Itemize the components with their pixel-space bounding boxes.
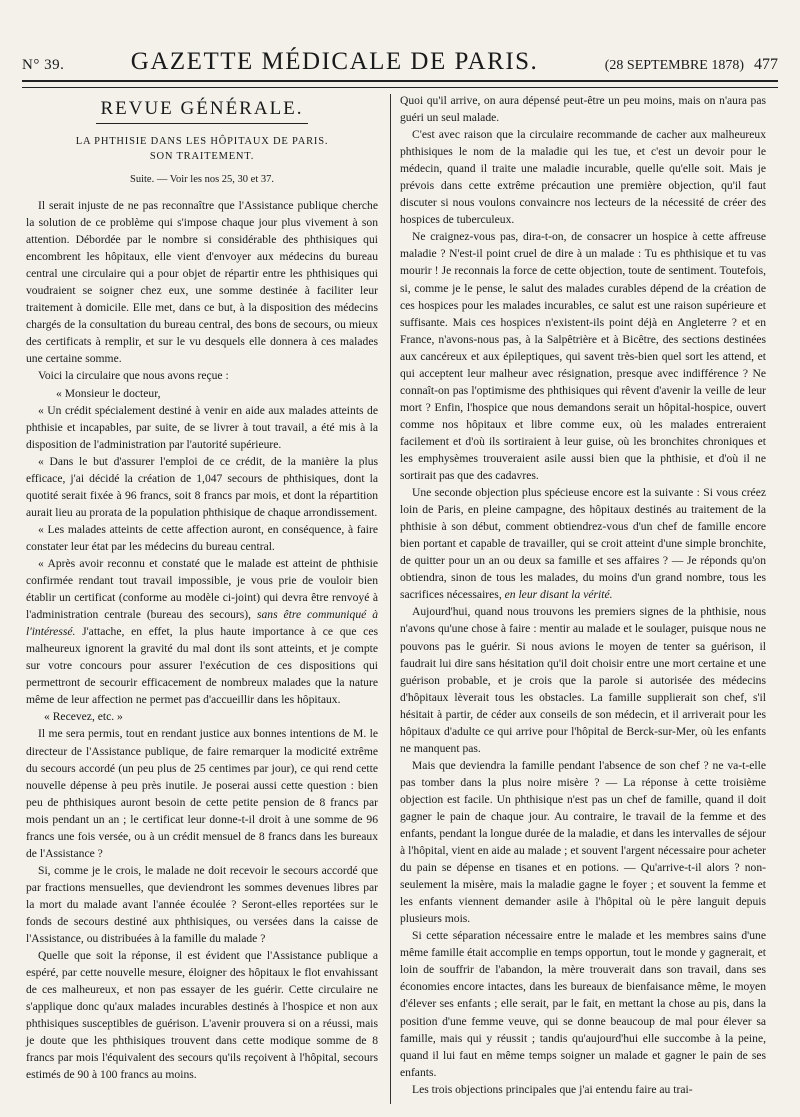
emphasis-text: sans être communiqué à l'intéressé.: [26, 608, 378, 639]
quote-paragraph: « Les malades atteints de cette affection auront, en conséquence, à faire constater leur état par les médecins du bureau central.: [26, 522, 378, 553]
section-title: REVUE GÉNÉRALE.: [26, 98, 378, 124]
issue-number: N° 39.: [22, 57, 65, 73]
paragraph: Si cette séparation nécessaire entre le malade et les membres sains d'une même famille était accomplie en temps opportun, tout le monde y gagnerait, et loin de souffrir de l'abandon, la mère trouverait dans son travail, dans ses économies encore intactes, dans les bureaux de bienfaisance même, le moyen d'élever ses enfants ; elle serait, par le fait, en mettant la chose au pis, dans la position d'une femme veuve, qui se donne beaucoup de mal pour élever sa famille, mais qui y réussit ; tandis qu'aujourd'hui elle succombe à la peine, quand il lui faut en même temps soigner un malade et gagner le pain de ses enfants.: [400, 929, 766, 1079]
quote-salutation: « Monsieur le docteur,: [56, 386, 161, 400]
quote-paragraph: [26, 555, 378, 708]
paragraph: [400, 484, 766, 603]
paragraph: Il me sera permis, tout en rendant justice aux bonnes intentions de M. le directeur de l'Assistance publique, de faire remarquer la modicité extrême du secours accordé (un peu plus de 25 centimes par jour), ce qui rend cette nouvelle dépense à peu près inutile. Je poserai aussi cette question : bien peu de phthisiques auront besoin de cette petite pension de 8 francs par mois pendant un an ; le certificat leur donne-t-il droit à une somme de 96 francs une fois versée, ou à un crédit mensuel de 8 francs dans les bureaux de l'Assistance ?: [26, 727, 378, 860]
masthead-rule: [22, 80, 778, 88]
column-divider: [390, 94, 391, 1104]
quote-paragraph: « Dans le but d'assurer l'emploi de ce crédit, de la manière la plus efficace, j'ai décidé la création de 1,047 secours de phthisiques, dont la quotité serait fixée à 96 francs, soit 8 francs par mois, et dont la répartition aurait lieu au prorata de la population phthisique de chaque arrondissement.: [26, 454, 378, 519]
journal-title: GAZETTE MÉDICALE DE PARIS.: [130, 48, 539, 75]
paragraph: Mais que deviendra la famille pendant l'absence de son chef ? ne va-t-elle pas tomber dans la plus noire misère ? — La réponse à cette troisième objection est facile. Un phthisique n'est pas un chef de famille, quand il doit gagner le pain de chaque jour. Au contraire, le travail de la femme et des enfants, pendant la longue durée de la maladie, et dans les intervalles de séjour à l'hôpital, vient en aide au malade ; et souvent l'argent nécessaire pour acheter du pain se dépense en tisanes et en potions. — Qu'arrive-t-il alors ? non-seulement la misère, mais la maladie gagne le foyer ; et souvent la femme et les enfants viennent demander asile à l'hôpital où le père languit depuis plusieurs mois.: [400, 758, 766, 926]
emphasis-text: en leur disant la vérité.: [504, 588, 613, 602]
paragraph: Quelle que soit la réponse, il est évident que l'Assistance publique a espéré, par cette nouvelle mesure, éloigner des hôpitaux le flot envahissant de ces malheureux, et non pas essayer de les guérir. Cette circulaire ne s'applique donc qu'aux malades incurables destinés à l'hospice et non aux phthisiques susceptibles de guérison. L'avenir prouvera si on a réussi, mais je doute que les phthisiques trouvent dans cette modique somme de 8 francs par mois l'équivalent des secours qu'ils reçoivent à l'hôpital, secours estimés de 90 à 100 francs au moins.: [26, 949, 378, 1082]
paragraph: Ne craignez-vous pas, dira-t-on, de consacrer un hospice à cette affreuse maladie ? N'est-il point cruel de dire à un malade : Tu es phthisique et tu vas mourir ! Je reconnais la force de cette objection, toute de sentiment. Toutefois, si, comme je le pense, le salut des malades curables dépend de la création de ces hospices pour les malades incurables, ce salut est une raison supérieure et suffisante. Mais ces hospices n'existent-ils point déjà en Angleterre ? et en France, n'avons-nous pas, à la Salpêtrière et à Bicêtre, des sections destinées aux cancéreux et aux épileptiques, qui savent très-bien quel sort les attend, et qui acceptent leur malheur avec résignation, presque avec indifférence ? Ne connaît-on pas l'optimisme des phthisiques qui rêvent d'avenir la veille de leur mort ? Enfin, l'hospice que nous demandons serait un hôpital-hospice, ouvert comme nos hôpitaux et libre comme eux, où les malades entreraient facilement et d'où ils sortiraient à leur guise, où les bronchites chroniques et les emphysèmes trouveraient asile aussi bien que la phthisie, et d'où il ne sortirait pas que des cadavres.: [400, 230, 766, 483]
quote-paragraph: « Un crédit spécialement destiné à venir en aide aux malades atteints de phthisie et incapables, par suite, de se livrer à tout travail, a été mis à la disposition de l'administration par l'autorité supérieure.: [26, 403, 378, 451]
paragraph: Il serait injuste de ne pas reconnaître que l'Assistance publique cherche la solution de ce problème qui s'impose chaque jour plus vivement à son attention. Débordée par le nombre si considérable des phthisiques qui encombrent les hôpitaux, elle vient d'envoyer aux médecins du bureau central une circulaire qui a pour objet de répartir entre les phthisiques qui voudraient se soigner chez eux, une somme destinée à faciliter leur traitement à domicile. Elle met, dans ce but, à la disposition des médecins chargés de la consultation du bureau central, des bons de secours, ou mieux des certificats à remplir, et sur le vu desquels elle donnera à ces malades une certaine somme.: [26, 199, 378, 366]
left-column: [26, 92, 378, 1083]
paragraph: C'est avec raison que la circulaire recommande de cacher aux malheureux phthisiques le nom de la maladie qui les tue, et c'est un devoir pour le médecin, quand il traite une maladie incurable, quelle qu'elle soit. Mais je prévois dans cette extrême précaution une première objection, qu'il faut discuter si nous voulons convaincre nos lecteurs de la nécessité de créer des hospices de tuberculeux.: [400, 128, 766, 227]
article-subtitle-2: SON TRAITEMENT.: [149, 151, 255, 162]
page-number: 477: [754, 56, 778, 73]
masthead: [22, 48, 778, 78]
right-column: [400, 92, 766, 1098]
quote-text: J'attache, en effet, la plus haute importance à ce que ces malheureux ignorent la gravité du mal dont ils sont atteints, et je compte sur votre concours pour assurer l'exécution de ces dispositions qui permettront de secourir efficacement de nombreux malades que la nature même de leur affection ne permet pas d'accueillir dans les hôpitaux.: [26, 625, 378, 707]
quote-text: « Après avoir reconnu et constaté que le malade est atteint de phthisie confirmée rendant tout travail impossible, je vous prie de vouloir bien établir un certificat (conforme au modèle ci-joint) qui devra être renvoyé à l'administration centrale (bureau des secours),: [26, 556, 378, 622]
paragraph: Si, comme je le crois, le malade ne doit recevoir le secours accordé que par fractions mensuelles, que deviendront les sommes devenues libres par la mort du malade avant l'année écoulée ? Seront-elles reportées sur le fonds de secours destiné aux phthisiques, ou versées dans la caisse de l'Assistance, ou distribuées à la famille du malade ?: [26, 863, 378, 946]
article-subtitle: LA PHTHISIE DANS LES HÔPITAUX DE PARIS.: [75, 136, 329, 147]
continuation-note: Suite. — Voir les nos 25, 30 et 37.: [130, 174, 274, 185]
issue-date: (28 SEPTEMBRE 1878): [604, 58, 744, 73]
paragraph: Aujourd'hui, quand nous trouvons les premiers signes de la phthisie, nous n'avons qu'une chose à faire : mentir au malade et le soulager, puisque nous ne pouvons pas le guérir. Si nous avions le moyen de tenter sa guérison, il faudrait lui dire sans hésitation qu'il doit choisir entre une mort certaine et une guérison probable, et je crois que la parole si autorisée des médecins d'hôpitaux lèverait tous les obstacles. La famille supplierait son chef, s'il hésitait à partir, de céder aux conseils de son médecin, et il arriverait pour les hôpitaux d'adulte ce qui arrive pour l'hôpital de Berck-sur-Mer, où les enfants ne manquent pas.: [400, 605, 766, 755]
paragraph: Quoi qu'il arrive, on aura dépensé peut-être un peu moins, mais on n'aura pas guéri un seul malade.: [400, 94, 766, 125]
paragraph: Les trois objections principales que j'ai entendu faire au trai-: [412, 1082, 693, 1096]
paragraph-text: Une seconde objection plus spécieuse encore est la suivante : Si vous créez loin de Paris, en pleine campagne, des hôpitaux destinés au traitement de la phthisie à son début, comment obtiendrez-vous d'un chef de famille encore bien portant et capable de travailler, qui se croit atteint d'une simple bronchite, de quitter pour un an ou deux sa famille et ses affaires ? — Je réponds qu'on obtiendra, sinon de tous les malades, du moins d'un grand nombre, tous les sacrifices nécessaires,: [400, 486, 766, 602]
date-and-page: [605, 56, 778, 74]
quote-closing: « Recevez, etc. »: [44, 710, 123, 724]
paragraph: Voici la circulaire que nous avons reçue :: [38, 369, 229, 383]
